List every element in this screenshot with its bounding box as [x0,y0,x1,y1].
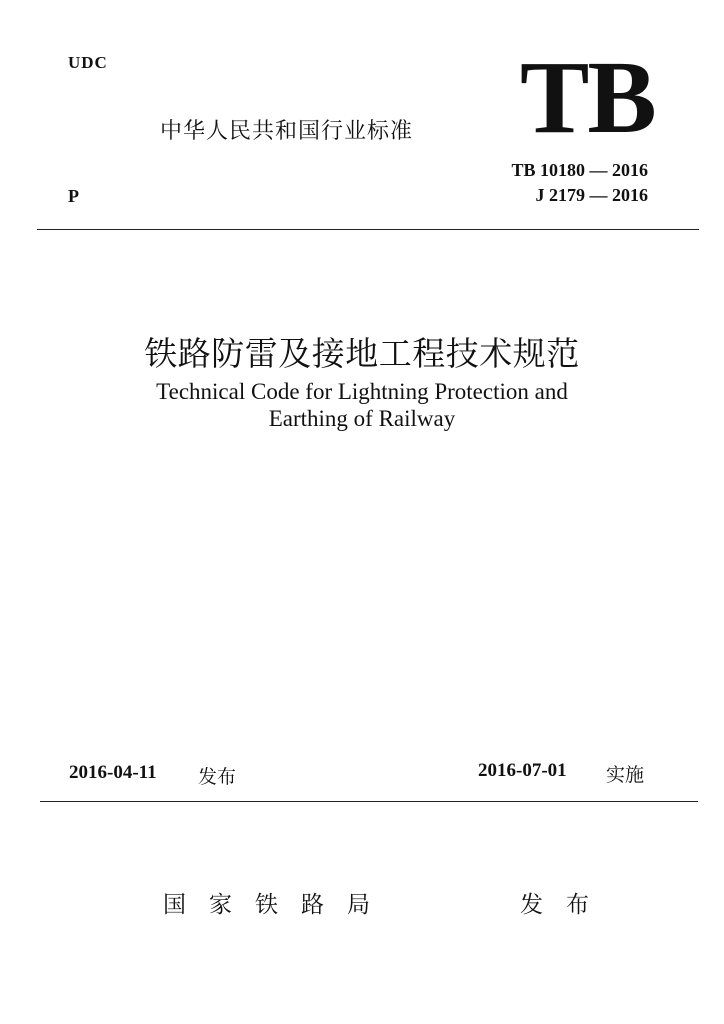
english-title-line-1: Technical Code for Lightning Protection and [156,379,568,404]
english-title-line-2: Earthing of Railway [268,406,456,431]
udc-label: UDC [68,53,108,72]
document-title-chinese: 铁路防雷及接地工程技术规范 [144,334,580,373]
record-number: J 2179 — 2016 [535,185,648,205]
classification-code: P [68,186,79,206]
document-title-english [0,378,724,432]
standard-number: TB 10180 — 2016 [511,160,648,180]
issue-date: 2016-04-11 [69,762,157,783]
publisher-name: 国家铁路局 [163,892,393,918]
issue-label: 发布 [198,766,237,788]
implementation-label: 实施 [606,764,645,786]
top-divider [37,229,699,230]
bottom-divider [40,801,698,802]
standard-numbers [511,158,648,208]
publish-label: 发布 [520,892,612,918]
standard-category-title: 中华人民共和国行业标准 [160,119,414,144]
tb-logo: TB [520,40,655,155]
implementation-date: 2016-07-01 [478,760,567,781]
